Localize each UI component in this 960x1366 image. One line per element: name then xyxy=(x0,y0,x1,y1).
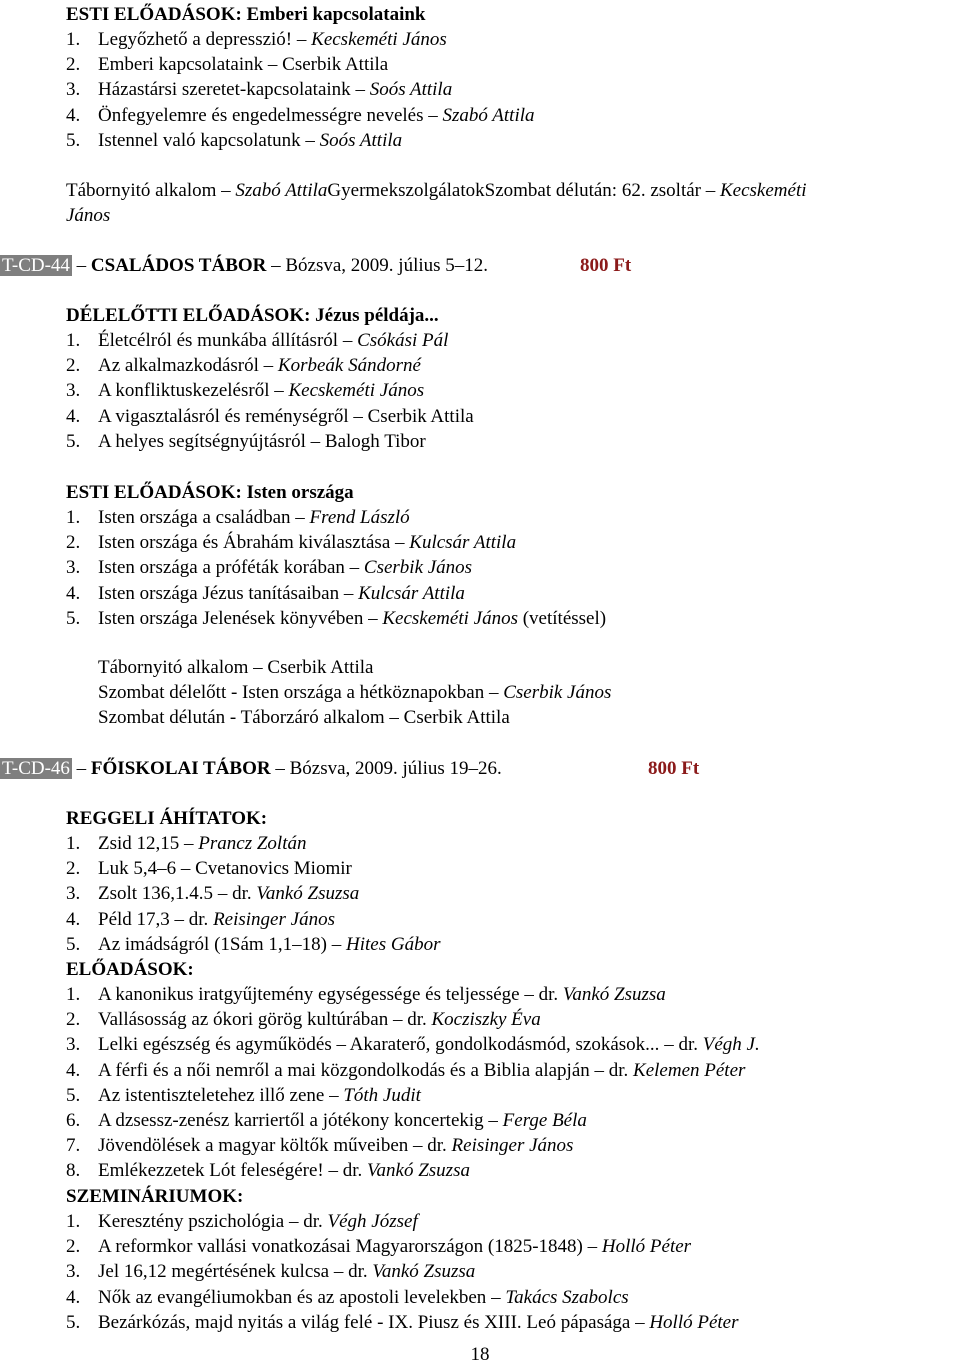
list-item xyxy=(66,404,474,429)
item-number: 1. xyxy=(66,330,81,351)
item-separator: – xyxy=(269,380,289,402)
price-badge: 800 Ft xyxy=(648,758,700,779)
extra-line xyxy=(98,680,611,705)
camp-header: T-CD-46 – FŐISKOLAI TÁBOR – Bózsva, 2009. július 19–26. xyxy=(2,758,502,779)
speaker-name: Cserbik János xyxy=(503,682,612,704)
speaker-prefix: dr. xyxy=(407,1009,432,1031)
speaker-name: Korbeák Sándorné xyxy=(277,355,421,377)
item-separator: – xyxy=(589,1059,609,1081)
item-separator: – xyxy=(339,582,359,604)
item-note: (vetítéssel) xyxy=(517,607,607,629)
item-title: Emlékezzetek Lót feleségére! xyxy=(98,1160,324,1182)
item-number: 3. xyxy=(66,1034,81,1056)
item-title: Az imádságról (1Sám 1,1–18) xyxy=(98,933,328,955)
item-title: A vigasztalásról és reménységről xyxy=(98,405,349,427)
camp-place-date: Bózsva, 2009. július 5–12. xyxy=(285,255,489,276)
item-separator: – xyxy=(327,933,347,955)
list-item xyxy=(66,932,441,957)
section-heading: DÉLELŐTTI ELŐADÁSOK: Jézus példája... xyxy=(66,305,439,326)
list-item xyxy=(66,1285,629,1310)
camp-title: CSALÁDOS TÁBOR xyxy=(90,255,267,276)
list-item xyxy=(66,1058,745,1083)
list-item xyxy=(66,1234,691,1259)
item-title: A helyes segítségnyújtásról xyxy=(98,430,306,452)
item-number: 4. xyxy=(66,405,81,427)
item-number: 4. xyxy=(66,582,81,604)
item-separator: – xyxy=(290,507,310,528)
item-title: Isten országa Jézus tanításaiban xyxy=(98,582,340,604)
item-separator: – xyxy=(323,1160,343,1182)
speaker-name: Frend László xyxy=(309,507,410,528)
list-item xyxy=(66,907,335,932)
speaker-name: Kocziszky Éva xyxy=(431,1009,541,1031)
list-item xyxy=(66,1108,587,1133)
item-title: Keresztény pszichológia xyxy=(98,1211,285,1232)
speaker-name: Reisinger János xyxy=(451,1135,574,1157)
item-separator: – xyxy=(486,1286,506,1308)
speaker-name: Ferge Béla xyxy=(502,1110,587,1131)
list-item xyxy=(66,1133,573,1158)
section-heading: SZEMINÁRIUMOK: xyxy=(66,1186,244,1207)
speaker-prefix: dr. xyxy=(608,1059,634,1081)
list-item xyxy=(66,77,452,102)
speaker-prefix: dr. xyxy=(303,1211,328,1232)
list-item xyxy=(66,52,388,77)
opening-line-continued: János xyxy=(66,205,111,226)
section-heading: ESTI ELŐADÁSOK: Emberi kapcsolataink xyxy=(66,4,426,25)
speaker-prefix: dr. xyxy=(538,984,563,1005)
speaker-name: Cserbik Attila xyxy=(367,405,474,427)
item-number: 5. xyxy=(66,933,81,955)
list-item xyxy=(66,1083,421,1108)
item-separator: – xyxy=(390,532,410,554)
speaker-name: Vankó Zsuzsa xyxy=(256,883,360,905)
item-title: Jel 16,12 megértésének kulcsa xyxy=(98,1261,330,1283)
item-number: 4. xyxy=(66,1059,81,1081)
list-item xyxy=(66,606,606,631)
item-title: A dzsessz-zenész karriertől a jótékony koncertekig xyxy=(98,1110,484,1131)
item-separator: – xyxy=(384,707,404,729)
section-heading: ELŐADÁSOK: xyxy=(66,959,194,980)
item-separator: – xyxy=(344,557,364,579)
opening-line: Tábornyitó alkalom – Szabó AttilaGyermekszolgálatokSzombat délután: 62. zsoltár – Kecskeméti xyxy=(66,180,807,201)
item-number: 5. xyxy=(66,129,81,151)
item-number: 7. xyxy=(66,1135,81,1157)
extra-title: Szombat délután - Táborzáró alkalom xyxy=(98,707,385,729)
item-number: 4. xyxy=(66,104,81,126)
speaker-name: Cserbik János xyxy=(363,557,473,579)
product-code: T-CD-46 xyxy=(2,758,70,779)
speaker-name: Prancz Zoltán xyxy=(198,833,307,854)
speaker-prefix: dr. xyxy=(427,1135,452,1157)
item-title: Vallásosság az ókori görög kultúrában xyxy=(98,1009,389,1031)
item-separator: – xyxy=(659,1034,679,1056)
camp-title: FŐISKOLAI TÁBOR xyxy=(90,758,271,779)
speaker-name: Vankó Zsuzsa xyxy=(562,984,666,1005)
item-number: 3. xyxy=(66,883,81,905)
speaker-prefix: dr. xyxy=(348,1261,373,1283)
speaker-name: Kecskeméti János xyxy=(288,380,425,402)
item-separator: – xyxy=(248,657,268,678)
extra-line xyxy=(98,655,373,680)
item-number: 4. xyxy=(66,908,81,930)
list-item xyxy=(66,530,516,555)
item-separator: – xyxy=(176,858,196,880)
list-item xyxy=(66,353,421,378)
speaker-prefix: dr. xyxy=(232,883,257,905)
speaker-name: Tóth Judit xyxy=(343,1084,421,1106)
item-number: 2. xyxy=(66,54,81,76)
item-title: Életcélról és munkába állításról xyxy=(98,330,339,351)
item-title: Isten országa és Ábrahám kiválasztása xyxy=(98,532,391,554)
item-title: Isten országa a családban xyxy=(98,507,291,528)
item-number: 2. xyxy=(66,858,81,880)
section-heading: ESTI ELŐADÁSOK: Isten országa xyxy=(66,482,354,503)
item-title: Emberi kapcsolataink xyxy=(98,54,264,76)
speaker-name: Vankó Zsuzsa xyxy=(372,1261,476,1283)
item-title: Zsid 12,15 xyxy=(98,833,180,854)
speaker-name: Végh József xyxy=(327,1211,418,1232)
item-number: 5. xyxy=(66,607,81,629)
speaker-name: Végh J. xyxy=(702,1034,760,1056)
item-separator: – xyxy=(484,682,504,704)
item-title: Legyőzhető a depresszió! xyxy=(98,29,293,50)
speaker-name: Cserbik Attila xyxy=(403,707,510,729)
item-number: 6. xyxy=(66,1110,81,1131)
speaker-name: Soós Attila xyxy=(319,129,403,151)
item-number: 4. xyxy=(66,1286,81,1308)
extra-line xyxy=(98,705,510,730)
item-separator: – xyxy=(519,984,539,1005)
item-title: A férfi és a női nemről a mai közgondolkodás és a Biblia alapján xyxy=(98,1059,590,1081)
list-item xyxy=(66,128,402,153)
list-item xyxy=(66,856,352,881)
list-item xyxy=(66,103,535,128)
item-title: Zsolt 136,1.4.5 xyxy=(98,883,214,905)
list-item xyxy=(66,328,448,353)
speaker-name: Szabó Attila xyxy=(442,104,535,126)
item-separator: – xyxy=(630,1311,650,1333)
extra-title: Tábornyitó alkalom xyxy=(98,657,249,678)
list-item xyxy=(66,581,465,606)
speaker-prefix: dr. xyxy=(342,1160,368,1182)
item-title: Az istentiszteletehez illő zene xyxy=(98,1084,325,1106)
page-number: 18 xyxy=(470,1344,490,1365)
item-number: 3. xyxy=(66,1261,81,1283)
item-number: 3. xyxy=(66,380,81,402)
item-title: Önfegyelemre és engedelmességre nevelés xyxy=(98,104,424,126)
speaker-name: Kulcsár Attila xyxy=(358,582,465,604)
speaker-name: Soós Attila xyxy=(369,79,453,101)
list-item xyxy=(66,1158,470,1183)
item-number: 8. xyxy=(66,1160,81,1182)
item-separator: – xyxy=(258,355,278,377)
item-number: 3. xyxy=(66,557,81,579)
item-number: 1. xyxy=(66,507,81,528)
product-code: T-CD-44 xyxy=(2,255,70,276)
item-separator: – xyxy=(350,79,370,101)
speaker-name: Hites Gábor xyxy=(346,933,441,955)
item-title: A konfliktuskezelésről xyxy=(98,380,270,402)
list-item xyxy=(66,378,424,403)
item-title: Az alkalmazkodásról xyxy=(98,355,259,377)
price-badge: 800 Ft xyxy=(580,255,632,276)
item-number: 1. xyxy=(66,1211,81,1232)
speaker-name: Takács Szabolcs xyxy=(505,1286,629,1308)
item-title: Nők az evangéliumokban és az apostoli levelekben xyxy=(98,1286,487,1308)
item-separator: – xyxy=(213,883,233,905)
item-title: Isten országa a próféták korában xyxy=(98,557,345,579)
speaker-name: Kecskeméti János xyxy=(311,29,447,50)
item-separator: – xyxy=(423,104,443,126)
item-title: Jövendölések a magyar költők műveiben xyxy=(98,1135,409,1157)
speaker-name: Cserbik Attila xyxy=(267,657,374,678)
item-number: 5. xyxy=(66,1084,81,1106)
item-title: Istennel való kapcsolatunk xyxy=(98,129,301,151)
speaker-name: Kelemen Péter xyxy=(633,1059,746,1081)
list-item xyxy=(66,555,472,580)
item-title: Isten országa Jelenések könyvében xyxy=(98,607,364,629)
list-item xyxy=(66,505,410,530)
speaker-name: Kulcsár Attila xyxy=(409,532,517,554)
list-item xyxy=(66,1007,541,1032)
speaker-name: Holló Péter xyxy=(601,1236,692,1258)
speaker-name: Kecskeméti János xyxy=(382,607,518,629)
item-separator: – xyxy=(483,1110,503,1131)
speaker-name: Holló Péter xyxy=(649,1311,739,1333)
item-number: 3. xyxy=(66,79,81,101)
list-item xyxy=(66,27,447,52)
item-separator: – xyxy=(179,833,199,854)
speaker-name: Cserbik Attila xyxy=(282,54,389,76)
item-number: 2. xyxy=(66,1236,81,1258)
item-number: 1. xyxy=(66,984,81,1005)
item-title: Péld 17,3 xyxy=(98,908,170,930)
item-separator: – xyxy=(305,430,325,452)
item-number: 5. xyxy=(66,1311,81,1333)
list-item xyxy=(66,831,306,856)
speaker-name: Reisinger János xyxy=(213,908,335,930)
item-separator: – xyxy=(324,1084,344,1106)
item-number: 2. xyxy=(66,1009,81,1031)
list-item xyxy=(66,1032,760,1057)
section-heading: REGGELI ÁHÍTATOK: xyxy=(66,808,268,829)
item-number: 1. xyxy=(66,833,81,854)
list-item xyxy=(66,429,426,454)
item-separator: – xyxy=(169,908,189,930)
item-number: 2. xyxy=(66,355,81,377)
camp-header: T-CD-44 – CSALÁDOS TÁBOR – Bózsva, 2009. július 5–12. xyxy=(2,255,489,276)
item-title: Luk 5,4–6 xyxy=(98,858,177,880)
camp-place-date: Bózsva, 2009. július 19–26. xyxy=(289,758,502,779)
item-number: 1. xyxy=(66,29,81,50)
item-separator: – xyxy=(338,330,358,351)
speaker-name: Cvetanovics Miomir xyxy=(195,858,352,880)
item-separator: – xyxy=(300,129,320,151)
item-separator: – xyxy=(582,1236,602,1258)
item-separator: – xyxy=(284,1211,304,1232)
item-number: 5. xyxy=(66,430,81,452)
list-item xyxy=(66,881,359,906)
speaker-prefix: dr. xyxy=(188,908,214,930)
item-title: A reformkor vallási vonatkozásai Magyarországon (1825-1848) xyxy=(98,1236,583,1258)
item-number: 2. xyxy=(66,532,81,554)
speaker-name: Balogh Tibor xyxy=(324,430,426,452)
item-title: Házastársi szeretet-kapcsolataink xyxy=(98,79,351,101)
item-title: Bezárkózás, majd nyitás a világ felé - IX. Piusz és XIII. Leó pápasága xyxy=(98,1311,631,1333)
item-separator: – xyxy=(363,607,383,629)
speaker-name: Vankó Zsuzsa xyxy=(367,1160,470,1182)
item-separator: – xyxy=(388,1009,408,1031)
item-separator: – xyxy=(292,29,312,50)
item-title: A kanonikus iratgyűjtemény egységessége és teljessége xyxy=(98,984,520,1005)
list-item xyxy=(66,1259,475,1284)
speaker-prefix: dr. xyxy=(678,1034,703,1056)
item-separator: – xyxy=(263,54,283,76)
speaker-name: Csókási Pál xyxy=(357,330,449,351)
item-separator: – xyxy=(348,405,368,427)
item-separator: – xyxy=(408,1135,428,1157)
item-title: Lelki egészség és agyműködés – Akaraterő, gondolkodásmód, szokások... xyxy=(98,1034,660,1056)
list-item xyxy=(66,1209,418,1234)
item-separator: – xyxy=(329,1261,349,1283)
list-item xyxy=(66,1310,739,1335)
extra-title: Szombat délelőtt - Isten országa a hétköznapokban xyxy=(98,682,485,704)
list-item xyxy=(66,982,666,1007)
